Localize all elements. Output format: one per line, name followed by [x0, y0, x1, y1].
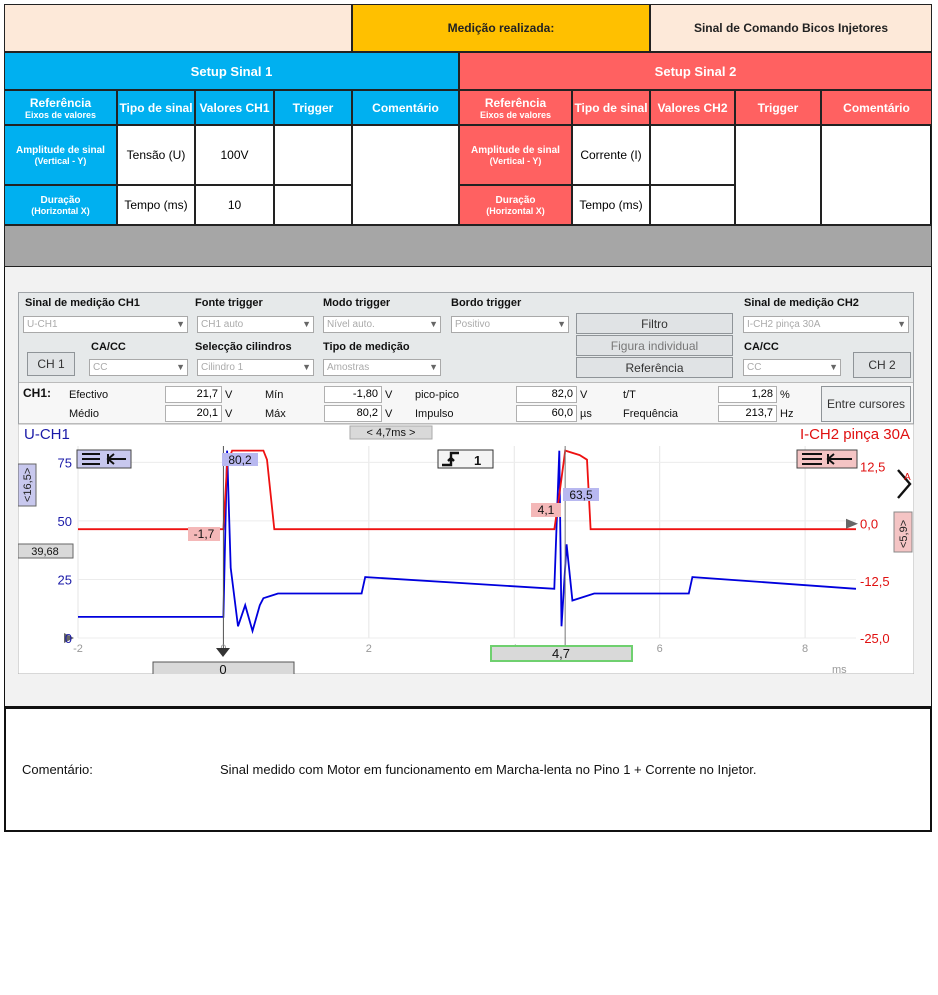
cursor-left-value: 0 — [219, 662, 227, 674]
setup2-col-ref-sub: Eixos de valores — [479, 109, 552, 120]
ch2-signal-select[interactable] — [743, 316, 909, 333]
comment-label: Comentário: — [22, 762, 93, 777]
header-blank — [4, 4, 352, 52]
x-unit-label: ms — [832, 664, 847, 674]
label-signal-ch1: Sinal de medição CH1 — [25, 297, 140, 309]
setup1-col-ref-label: Referência — [29, 95, 92, 110]
label-trigger-source: Fonte trigger — [195, 297, 263, 309]
setup1-row1-ref — [4, 125, 117, 185]
meas-min-value: -1,80 — [324, 386, 382, 403]
ch1-signal-select[interactable] — [23, 316, 188, 333]
setup2-col-comment: Comentário — [821, 90, 932, 125]
cursor-right-value: 4,7 — [551, 646, 571, 661]
meas-tt-label: t/T — [623, 389, 636, 401]
setup2-row1-type: Corrente (I) — [572, 125, 650, 185]
ch1-plot-label: U-CH1 — [24, 426, 70, 443]
chevron-down-icon: ▼ — [429, 319, 438, 329]
trigger-mode-select[interactable] — [323, 316, 441, 333]
ch2-button[interactable]: CH 2 — [853, 352, 911, 378]
chevron-down-icon: ▼ — [176, 319, 185, 329]
trigger-edge-value: Positivo — [455, 319, 491, 330]
ch2-plot-label: I-CH2 pinça 30A — [799, 426, 910, 443]
between-cursors-button[interactable]: Entre cursores — [821, 386, 911, 422]
y-right-tick-label: 0,0 — [860, 516, 879, 532]
setup1-col-trigger: Trigger — [274, 90, 352, 125]
setup1-row1-ref-label: Amplitude de sinal — [16, 144, 105, 156]
setup1-row2-ref-label: Duração — [40, 194, 81, 206]
meas-medio-value: 20,1 — [165, 405, 222, 422]
meas-tt-value: 1,28 — [718, 386, 777, 403]
y-right-tick-label: 12,5 — [860, 459, 886, 475]
meas-channel-label: CH1: — [23, 386, 52, 400]
comment-text: Sinal medido com Motor em funcionamento em Marcha-lenta no Pino 1 + Corrente no Injetor. — [220, 762, 757, 777]
meas-max-label: Máx — [265, 408, 286, 420]
cacc1-value: CC — [93, 362, 108, 373]
setup1-row2-trigger — [274, 185, 352, 225]
setup1-row1-ref-sub: (Vertical - Y) — [34, 155, 87, 166]
label-trigger-edge: Bordo trigger — [451, 297, 522, 309]
setup2-row2-ref — [459, 185, 572, 225]
peak1-value: 80,2 — [228, 453, 252, 467]
trigger-edge-select[interactable] — [451, 316, 569, 333]
amp-unit-label: A — [904, 472, 911, 483]
setup1-col-ref — [4, 90, 117, 125]
meas-imp-label: Impulso — [415, 408, 454, 420]
setup2-row2-ref-label: Duração — [495, 194, 536, 206]
filter-button[interactable]: Filtro — [576, 313, 733, 334]
meas-efectivo-unit: V — [225, 389, 233, 401]
setup1-row1-value: 100V — [195, 125, 274, 185]
chevron-down-icon: ▼ — [557, 319, 566, 329]
cylinder-select[interactable] — [197, 359, 314, 376]
ch1-button[interactable]: CH 1 — [27, 352, 75, 376]
setup1-comment-cell — [352, 125, 459, 225]
reference-button[interactable]: Referência — [576, 357, 733, 378]
meas-efectivo-value: 21,7 — [165, 386, 222, 403]
label-trigger-mode: Modo trigger — [323, 297, 391, 309]
x-tick-label: 8 — [802, 643, 809, 655]
setup2-row1-value — [650, 125, 735, 185]
setup2-comment-cell — [821, 125, 932, 225]
setup1-row1-type: Tensão (U) — [117, 125, 195, 185]
x-tick-label: 2 — [365, 643, 372, 655]
label-cyl-select: Selecção cilindros — [195, 341, 292, 353]
chevron-down-icon: ▼ — [302, 319, 311, 329]
setup2-title: Setup Sinal 2 — [459, 52, 932, 90]
meas-medio-unit: V — [225, 408, 233, 420]
setup1-row1-trigger — [274, 125, 352, 185]
meas-min-label: Mín — [265, 389, 284, 401]
setup2-row1-ref — [459, 125, 572, 185]
chevron-down-icon: ▼ — [302, 362, 311, 372]
meas-imp-value: 60,0 — [516, 405, 577, 422]
oscilloscope-plot — [18, 424, 914, 674]
setup2-row1-ref-sub: (Vertical - Y) — [489, 155, 542, 166]
setup2-col-type: Tipo de sinal — [572, 90, 650, 125]
setup1-title: Setup Sinal 1 — [4, 52, 459, 90]
y-left-tick-label: 75 — [57, 455, 72, 471]
cacc2-select[interactable] — [743, 359, 841, 376]
label-signal-ch2: Sinal de medição CH2 — [744, 297, 859, 309]
chevron-down-icon: ▼ — [897, 319, 906, 329]
meas-freq-label: Frequência — [623, 408, 679, 420]
setup1-row2-ref-sub: (Horizontal X) — [31, 205, 90, 216]
meas-type-select[interactable] — [323, 359, 441, 376]
cylinder-value: Cilindro 1 — [201, 362, 244, 373]
setup1-row2-value: 10 — [195, 185, 274, 225]
meas-pp-unit: V — [580, 389, 588, 401]
meas-efectivo-label: Efectivo — [69, 389, 109, 401]
setup1-col-type: Tipo de sinal — [117, 90, 195, 125]
setup2-row2-value — [650, 185, 735, 225]
meas-pp-label: pico-pico — [415, 389, 460, 401]
y-left-tick-label: 0 — [64, 631, 72, 646]
setup2-row2-type: Tempo (ms) — [572, 185, 650, 225]
label-cacc2: CA/CC — [744, 341, 779, 353]
setup2-col-ref — [459, 90, 572, 125]
trigger-mode-value: Nível auto. — [327, 319, 375, 330]
chevron-down-icon: ▼ — [176, 362, 185, 372]
cacc2-value: CC — [747, 362, 762, 373]
chevron-down-icon: ▼ — [429, 362, 438, 372]
label-meas-type: Tipo de medição — [323, 341, 410, 353]
red-peak2-value: 4,1 — [537, 503, 555, 517]
ch2-signal-value: I-CH2 pinça 30A — [747, 319, 821, 330]
setup1-row2-type: Tempo (ms) — [117, 185, 195, 225]
measurement-value: Sinal de Comando Bicos Injetores — [650, 4, 932, 52]
chevron-down-icon: ▼ — [829, 362, 838, 372]
red-low-value: -1,7 — [193, 527, 215, 541]
meas-freq-unit: Hz — [780, 408, 794, 420]
single-figure-button[interactable]: Figura individual — [576, 335, 733, 356]
time-marker-label: < 4,7ms > — [366, 427, 416, 439]
setup2-col-values: Valores CH2 — [650, 90, 735, 125]
setup1-col-comment: Comentário — [352, 90, 459, 125]
meas-pp-value: 82,0 — [516, 386, 577, 403]
meas-min-unit: V — [385, 389, 393, 401]
ch1-signal-value: U-CH1 — [27, 319, 58, 330]
gray-band — [4, 225, 932, 267]
setup2-row1-ref-label: Amplitude de sinal — [471, 144, 560, 156]
label-cacc1: CA/CC — [91, 341, 126, 353]
measurement-strip — [19, 382, 913, 424]
cacc1-select[interactable] — [89, 359, 188, 376]
setup1-col-values: Valores CH1 — [195, 90, 274, 125]
setup1-col-ref-sub: Eixos de valores — [24, 109, 97, 120]
meas-type-value: Amostras — [327, 362, 370, 373]
left-zoom-label: <16,5> — [22, 467, 34, 502]
setup2-row2-ref-sub: (Horizontal X) — [486, 205, 545, 216]
y-left-tick-label: 25 — [57, 572, 72, 588]
ch1-level-value: 39,68 — [31, 546, 59, 558]
setup2-col-ref-label: Referência — [484, 95, 547, 110]
meas-freq-value: 213,7 — [718, 405, 777, 422]
measurement-label: Medição realizada: — [352, 4, 650, 52]
setup2-col-trigger: Trigger — [735, 90, 821, 125]
meas-max-value: 80,2 — [324, 405, 382, 422]
right-zoom-label: <5,9> — [898, 519, 910, 548]
y-left-tick-label: 50 — [57, 513, 72, 529]
x-tick-label: 6 — [656, 643, 663, 655]
setup1-row2-ref — [4, 185, 117, 225]
y-right-tick-label: -25,0 — [860, 631, 890, 646]
meas-max-unit: V — [385, 408, 393, 420]
trigger-source-value: CH1 auto — [201, 319, 244, 330]
x-tick-label: -2 — [73, 643, 83, 655]
setup2-trigger-cell — [735, 125, 821, 225]
meas-imp-unit: µs — [580, 408, 592, 420]
trigger-channel-number: 1 — [474, 453, 482, 468]
peak2-value: 63,5 — [569, 488, 593, 502]
meas-tt-unit: % — [780, 389, 790, 401]
y-right-tick-label: -12,5 — [860, 573, 890, 589]
trigger-source-select[interactable] — [197, 316, 314, 333]
meas-medio-label: Médio — [69, 408, 99, 420]
